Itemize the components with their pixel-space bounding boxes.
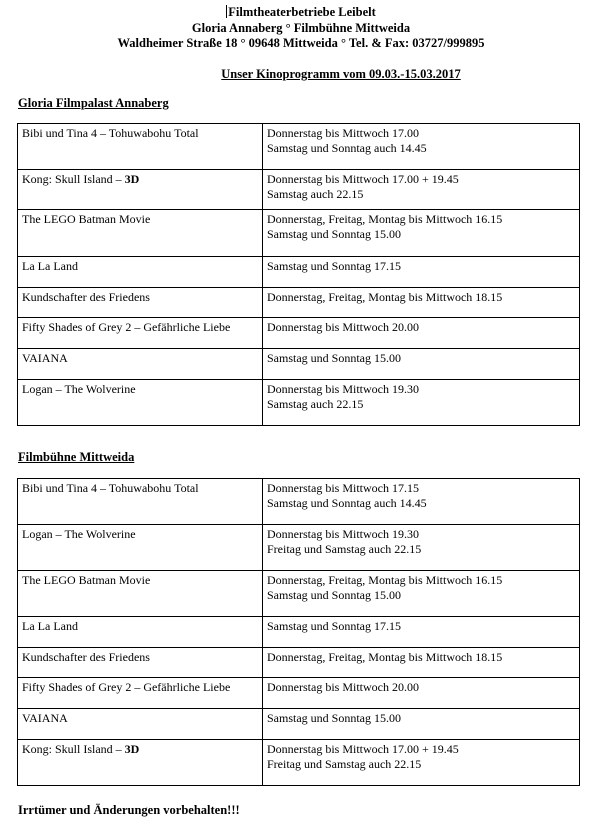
film-title-cell xyxy=(18,709,263,740)
film-title-cell xyxy=(18,318,263,349)
film-title: The LEGO Batman Movie xyxy=(22,212,151,226)
film-title-cell xyxy=(18,648,263,678)
showtime-line: Donnerstag bis Mittwoch 20.00 xyxy=(267,320,419,334)
showtime-line: Samstag und Sonntag 15.00 xyxy=(267,711,401,725)
showtime-line: Donnerstag bis Mittwoch 19.30 xyxy=(267,382,419,396)
table-row xyxy=(18,525,580,571)
film-title-cell xyxy=(18,170,263,210)
showtime-line: Donnerstag bis Mittwoch 17.00 + 19.45 xyxy=(267,742,459,756)
showtimes-cell xyxy=(263,479,580,525)
table-row xyxy=(18,257,580,288)
disclaimer-footer: Irrtümer und Änderungen vorbehalten!!! xyxy=(18,803,240,817)
film-title-cell xyxy=(18,124,263,170)
showtime-line: Samstag und Sonntag auch 14.45 xyxy=(267,496,427,510)
showtimes-cell xyxy=(263,709,580,740)
showtime-line: Donnerstag bis Mittwoch 20.00 xyxy=(267,680,419,694)
showtimes-cell xyxy=(263,210,580,257)
table-row xyxy=(18,709,580,740)
section-title-annaberg: Gloria Filmpalast Annaberg xyxy=(18,96,169,110)
header-company-line xyxy=(0,5,602,21)
showtime-line: Samstag und Sonntag auch 14.45 xyxy=(267,141,427,155)
table-row xyxy=(18,740,580,786)
film-title: Logan – The Wolverine xyxy=(22,527,136,541)
showtimes-cell xyxy=(263,257,580,288)
film-title-cell xyxy=(18,349,263,380)
showtimes-cell xyxy=(263,678,580,709)
film-title: The LEGO Batman Movie xyxy=(22,573,151,587)
showtime-line: Donnerstag, Freitag, Montag bis Mittwoch 18.15 xyxy=(267,290,503,304)
film-title-cell xyxy=(18,257,263,288)
film-format-badge: 3D xyxy=(124,172,140,186)
header-company: Filmtheaterbetriebe Leibelt xyxy=(228,5,376,19)
showtimes-cell xyxy=(263,571,580,617)
showtime-line: Freitag und Samstag auch 22.15 xyxy=(267,542,422,556)
program-table-annaberg xyxy=(17,123,580,426)
table-row xyxy=(18,380,580,426)
showtimes-cell xyxy=(263,380,580,426)
film-title: Fifty Shades of Grey 2 – Gefährliche Liebe xyxy=(22,320,231,334)
film-title: Kong: Skull Island – xyxy=(22,742,122,756)
showtimes-cell xyxy=(263,525,580,571)
table-row xyxy=(18,318,580,349)
table-row xyxy=(18,170,580,210)
showtime-line: Donnerstag bis Mittwoch 19.30 xyxy=(267,527,419,541)
showtime-line: Samstag und Sonntag 17.15 xyxy=(267,259,401,273)
header-address: Waldheimer Straße 18 ° 09648 Mittweida ° Tel. & Fax: 03727/999895 xyxy=(117,36,485,50)
program-table-body xyxy=(18,124,580,426)
showtime-line: Donnerstag bis Mittwoch 17.00 + 19.45 xyxy=(267,172,459,186)
film-title: Logan – The Wolverine xyxy=(22,382,136,396)
film-title: Kong: Skull Island – xyxy=(22,172,122,186)
program-title: Unser Kinoprogramm vom 09.03.-15.03.2017 xyxy=(221,67,461,81)
film-title: Bibi und Tina 4 – Tohuwabohu Total xyxy=(22,126,199,140)
table-row xyxy=(18,124,580,170)
table-row xyxy=(18,617,580,648)
showtime-line: Samstag und Sonntag 15.00 xyxy=(267,588,401,602)
section-title-mittweida: Filmbühne Mittweida xyxy=(18,450,135,464)
film-title: Bibi und Tina 4 – Tohuwabohu Total xyxy=(22,481,199,495)
showtime-line: Donnerstag, Freitag, Montag bis Mittwoch 16.15 xyxy=(267,212,503,226)
film-title: Fifty Shades of Grey 2 – Gefährliche Liebe xyxy=(22,680,231,694)
table-row xyxy=(18,288,580,318)
film-title-cell xyxy=(18,740,263,786)
program-table-body xyxy=(18,479,580,786)
table-row xyxy=(18,678,580,709)
showtime-line: Donnerstag bis Mittwoch 17.15 xyxy=(267,481,419,495)
film-title: VAIANA xyxy=(22,711,68,725)
film-title: VAIANA xyxy=(22,351,68,365)
film-title-cell xyxy=(18,380,263,426)
film-title-cell xyxy=(18,210,263,257)
showtime-line: Samstag auch 22.15 xyxy=(267,397,364,411)
table-row xyxy=(18,571,580,617)
table-row xyxy=(18,210,580,257)
showtime-line: Freitag und Samstag auch 22.15 xyxy=(267,757,422,771)
showtimes-cell xyxy=(263,740,580,786)
table-row xyxy=(18,349,580,380)
showtimes-cell xyxy=(263,617,580,648)
showtimes-cell xyxy=(263,170,580,210)
showtime-line: Samstag und Sonntag 15.00 xyxy=(267,227,401,241)
showtime-line: Samstag und Sonntag 15.00 xyxy=(267,351,401,365)
showtime-line: Donnerstag, Freitag, Montag bis Mittwoch 16.15 xyxy=(267,573,503,587)
film-title-cell xyxy=(18,678,263,709)
header-venues: Gloria Annaberg ° Filmbühne Mittweida xyxy=(191,20,411,35)
showtimes-cell xyxy=(263,318,580,349)
showtimes-cell xyxy=(263,124,580,170)
showtimes-cell xyxy=(263,288,580,318)
showtimes-cell xyxy=(263,648,580,678)
film-title: La La Land xyxy=(22,619,78,633)
film-title-cell xyxy=(18,479,263,525)
showtimes-cell xyxy=(263,349,580,380)
film-format-badge: 3D xyxy=(124,742,140,756)
film-title: Kundschafter des Friedens xyxy=(22,290,150,304)
film-title: La La Land xyxy=(22,259,78,273)
film-title-cell xyxy=(18,525,263,571)
table-row xyxy=(18,648,580,678)
film-title-cell xyxy=(18,571,263,617)
showtime-line: Donnerstag bis Mittwoch 17.00 xyxy=(267,126,419,140)
showtime-line: Samstag auch 22.15 xyxy=(267,187,364,201)
document-header xyxy=(0,5,602,52)
table-row xyxy=(18,479,580,525)
film-title: Kundschafter des Friedens xyxy=(22,650,150,664)
film-title-cell xyxy=(18,617,263,648)
showtime-line: Samstag und Sonntag 17.15 xyxy=(267,619,401,633)
program-table-mittweida xyxy=(17,478,580,786)
showtime-line: Donnerstag, Freitag, Montag bis Mittwoch 18.15 xyxy=(267,650,503,664)
film-title-cell xyxy=(18,288,263,318)
